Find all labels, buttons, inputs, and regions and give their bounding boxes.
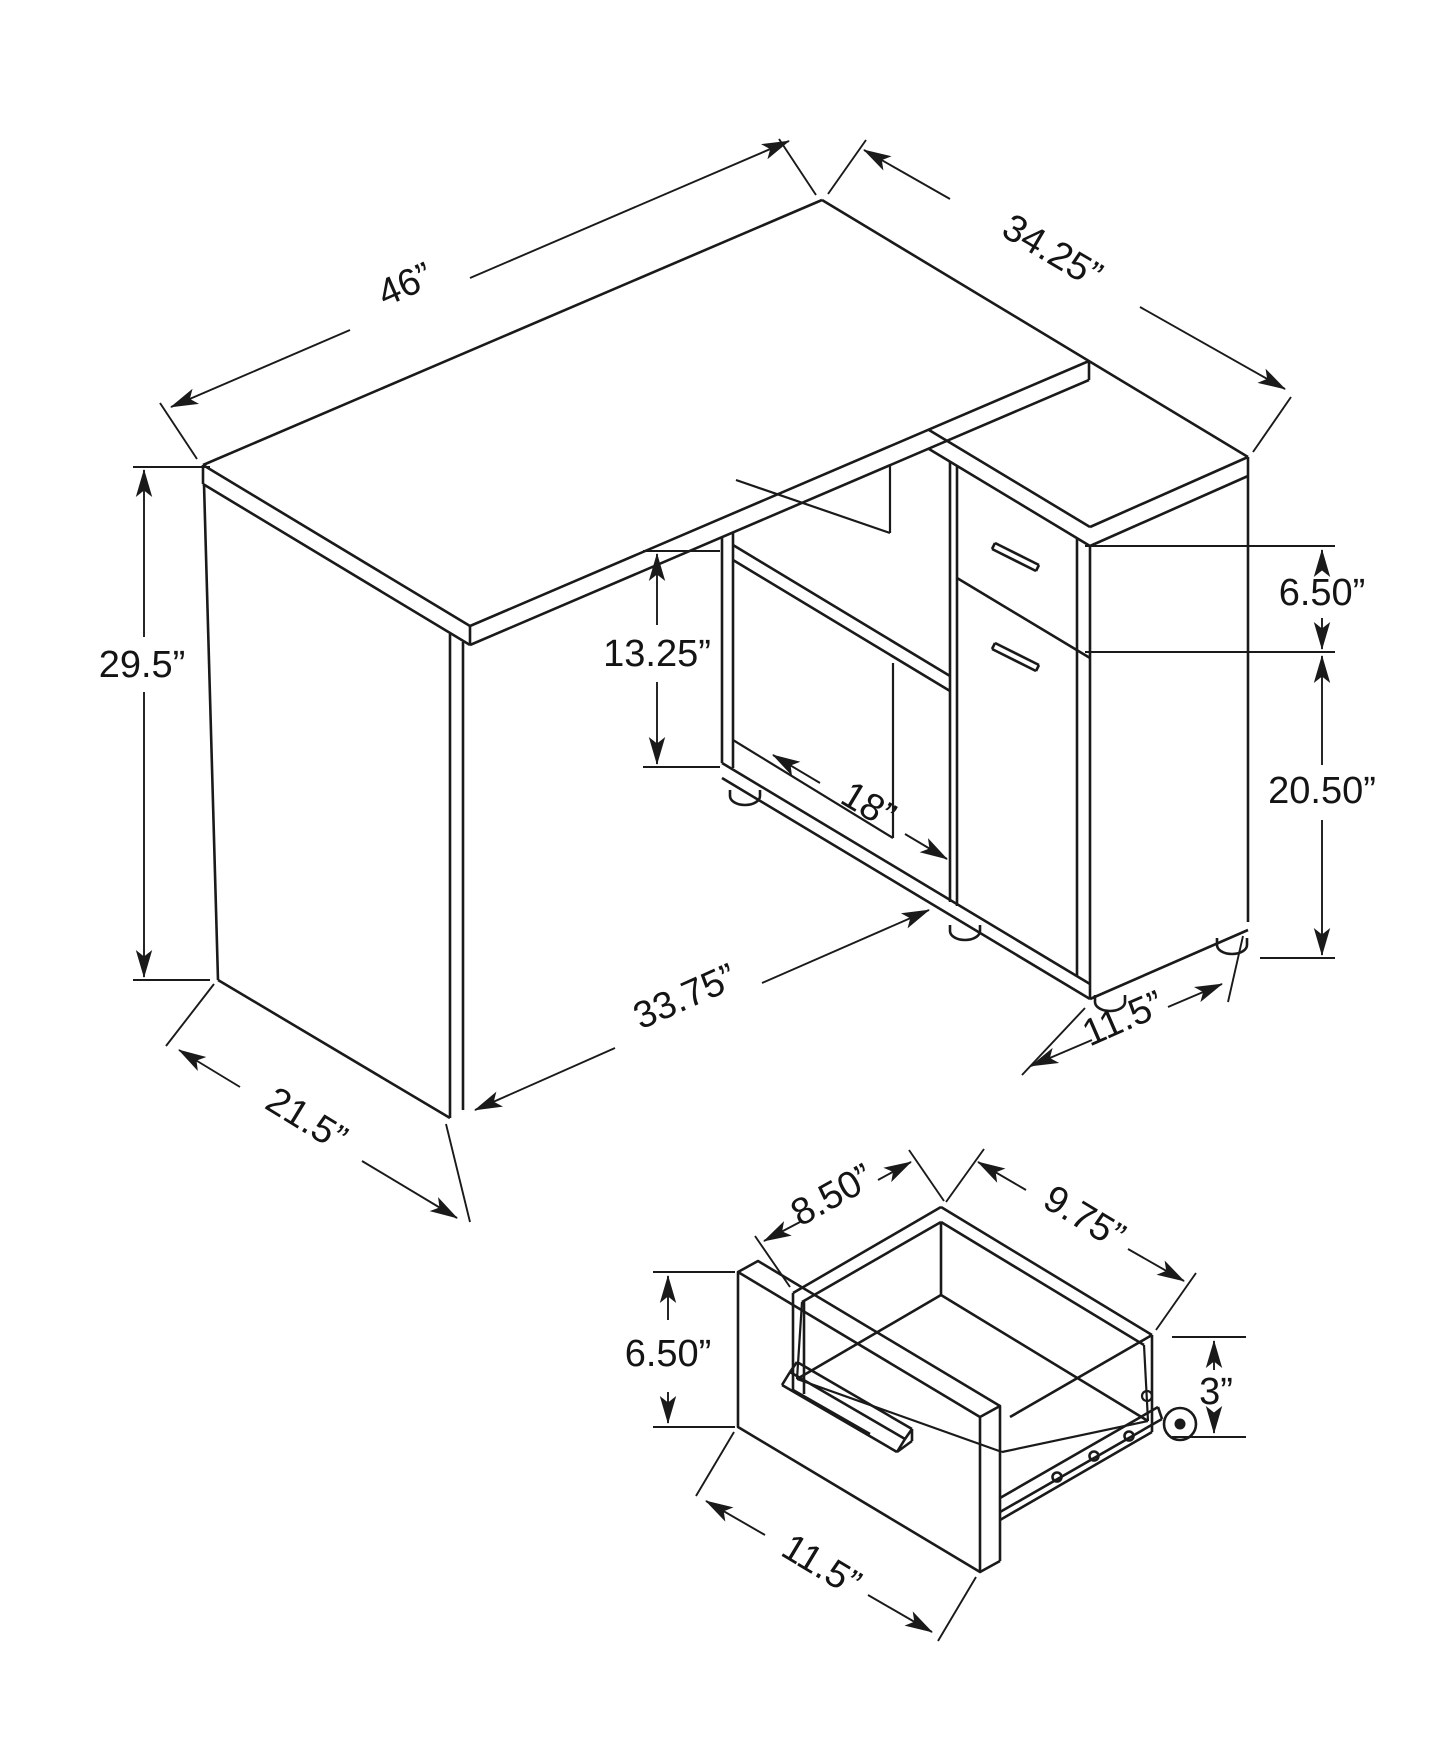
- dimension-drawer-front-6-50: [1085, 546, 1365, 652]
- dim-label-9-75: 9.75”: [1036, 1177, 1133, 1259]
- dim-label-3: 3”: [1199, 1371, 1233, 1413]
- roller-hub-icon: [1175, 1419, 1186, 1430]
- drawer-box: [793, 1207, 1152, 1520]
- dimension-cabinet-11-5: [1022, 936, 1243, 1075]
- middle-shelf: [733, 545, 950, 691]
- dim-label-21-5: 21.5”: [258, 1079, 355, 1161]
- dim-label-46: 46”: [371, 254, 439, 316]
- dim-label-33-75: 33.75”: [627, 955, 743, 1039]
- foot-icon: [950, 925, 980, 940]
- dimension-shelf-height-13-25: [603, 551, 720, 767]
- dimension-drawer-front-6-50: [625, 1272, 735, 1427]
- cabinet-side: [1090, 476, 1248, 999]
- desk-feet: [730, 790, 1247, 1011]
- dim-label-8-50: 8.50”: [784, 1156, 881, 1235]
- dimension-drawer-inner-8-50: [755, 1150, 944, 1287]
- left-side-panel: [204, 484, 463, 1118]
- drawer-door-separation: [957, 578, 1090, 658]
- dim-label-6-50: 6.50”: [1278, 572, 1366, 614]
- dim-label-29-5: 29.5”: [98, 644, 186, 686]
- door-handle: [992, 643, 1039, 671]
- dim-label-18: 18”: [833, 773, 903, 838]
- drawer-detail-view: [738, 1207, 1196, 1572]
- drawer-slide-rail: [1000, 1407, 1196, 1512]
- dim-label-6-50-drawer: 6.50”: [624, 1333, 712, 1375]
- dimension-top-long-46: [160, 139, 816, 459]
- dimension-return-34-25: [828, 140, 1291, 452]
- dim-label-34-25: 34.25”: [995, 206, 1110, 298]
- dimension-drawer-depth-9-75: [946, 1149, 1196, 1330]
- dim-label-11-5-cabinet: 11.5”: [1076, 983, 1171, 1055]
- dimension-bottom-33-75: [475, 910, 929, 1110]
- dimension-door-20-50: [1260, 656, 1376, 958]
- dim-label-11-5-drawer: 11.5”: [774, 1526, 868, 1606]
- dimension-drawer-width-11-5: [696, 1432, 976, 1641]
- dim-label-13-25: 13.25”: [603, 633, 711, 675]
- dimension-height-29-5: [99, 467, 210, 980]
- shelf-pedestal: [722, 462, 1248, 999]
- dimension-shelf-width-18: [773, 755, 947, 859]
- dim-label-20-50: 20.50”: [1268, 770, 1376, 812]
- base-panel: [722, 763, 1090, 999]
- drawer-handle: [992, 543, 1039, 571]
